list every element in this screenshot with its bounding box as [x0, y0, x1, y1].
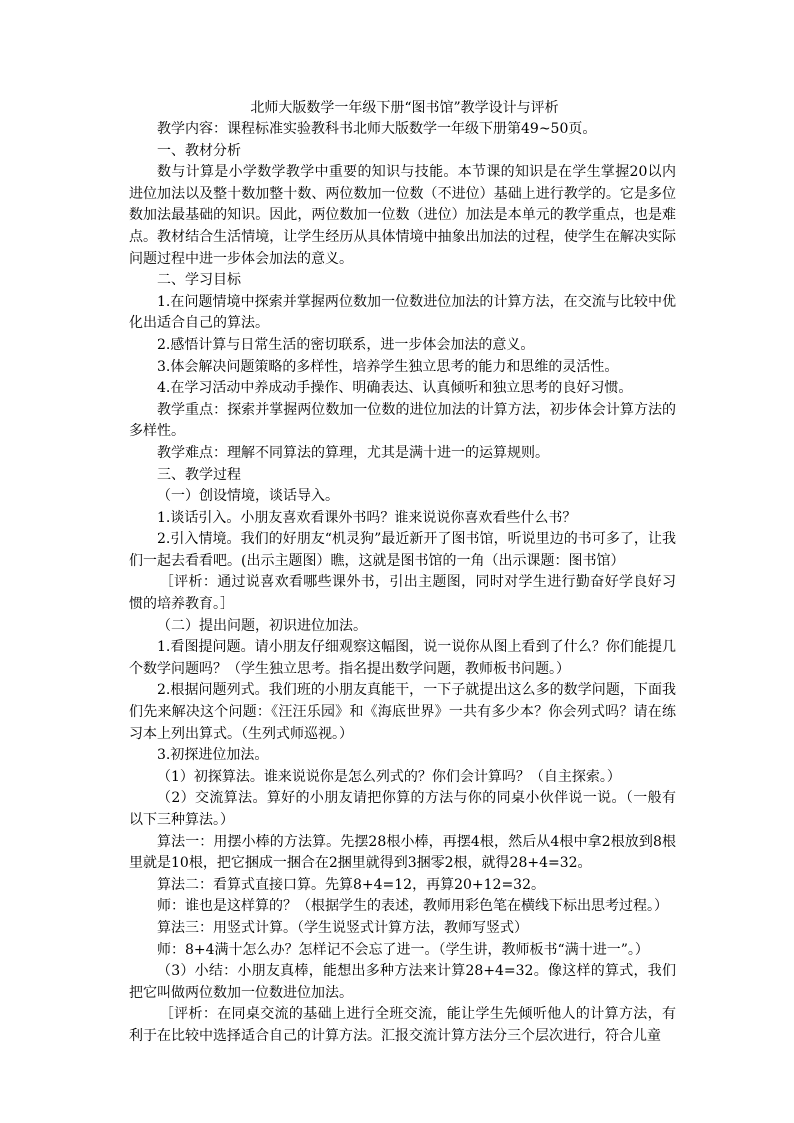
exchange-method: （2）交流算法。算好的小朋友请把你算的方法与你的同桌小伙伴说一说。（一般有以下三种算法。） — [129, 790, 676, 828]
step-1-heading: （一）创设情境，谈话导入。 — [157, 488, 339, 505]
method-2: 算法二：看算式直接口算。先算8+4=12，再算20+12=32。 — [157, 876, 545, 893]
goal-3: 3.体会解决问题策略的多样性，培养学生独立思考的能力和思维的灵活性。 — [157, 358, 619, 375]
explore-method: （1）初探算法。谁来说说你是怎么列式的？你们会计算吗？（自主探索。） — [157, 768, 621, 785]
section-heading-learning-goals: 二、学习目标 — [157, 272, 241, 289]
summary: （3）小结：小朋友真棒，能想出多种方法来计算28+4=32。像这样的算式，我们把它叫做两位数加一位数进位加法。 — [129, 963, 676, 1001]
section-heading-teaching-process: 三、教学过程 — [157, 466, 241, 483]
goal-1: 1.在问题情境中探索并掌握两位数加一位数进位加法的计算方法，在交流与比较中优化出适合自己的算法。 — [129, 293, 676, 332]
step-2-item-1: 1.看图提问题。请小朋友仔细观察这幅图，说一说你从图上看到了什么？你们能提几个数学问题吗？（学生独立思考。指名提出数学问题，教师板书问题。） — [129, 639, 676, 677]
step-2-heading: （二）提出问题，初识进位加法。 — [157, 617, 367, 634]
teaching-content: 教学内容：课程标准实验教科书北师大版数学一年级下册第49~50页。 — [157, 121, 597, 137]
document-title: 北师大版数学一年级下册“图书馆”教学设计与评析 — [250, 100, 559, 116]
section-heading-material-analysis: 一、教材分析 — [157, 142, 241, 159]
teaching-difficulty: 教学难点：理解不同算法的算理，尤其是满十进一的运算规则。 — [157, 444, 549, 461]
step-2-item-2: 2.根据问题列式。我们班的小朋友真能干，一下子就提出这么多的数学问题，下面我们先来解决这个问题：《汪汪乐园》和《海底世界》一共有多少本？你会列式吗？请在练习本上列出算式。（生列式师巡视。） — [129, 682, 676, 742]
step-1-item-2: 2.引入情境。我们的好朋友“机灵狗”最近新开了图书馆，听说里边的书可多了，让我们一起去看看吧。(出示主题图）瞧，这就是图书馆的一角（出示课题：图书馆） — [129, 531, 676, 569]
teaching-key-point: 教学重点：探索并掌握两位数加一位数的进位加法的计算方法，初步体会计算方法的多样性。 — [129, 401, 676, 440]
comment-1: ［评析：通过说喜欢看哪些课外书，引出主题图，同时对学生进行勤奋好学良好习惯的培养教育。］ — [129, 574, 676, 613]
goal-4: 4.在学习活动中养成动手操作、明确表达、认真倾听和独立思考的良好习惯。 — [157, 380, 633, 397]
step-1-item-1: 1.谈话引入。小朋友喜欢看课外书吗？谁来说说你喜欢看些什么书？ — [157, 509, 577, 526]
teacher-remark-2: 师：8+4满十怎么办？怎样记不会忘了进一。（学生讲，教师板书“满十进一”。） — [157, 941, 649, 958]
goal-2: 2.感悟计算与日常生活的密切联系，进一步体会加法的意义。 — [157, 336, 535, 353]
method-3: 算法三：用竖式计算。（学生说竖式计算方法，教师写竖式） — [157, 919, 528, 936]
method-1: 算法一：用摆小棒的方法算。先摆28根小棒，再摆4根，然后从4根中拿2根放到8根里就是10根，把它捆成一捆合在2捆里就得到3捆零2根，就得28+4=32。 — [129, 833, 676, 872]
step-2-item-3: 3.初探进位加法。 — [157, 747, 269, 764]
teacher-remark-1: 师：谁也是这样算的？（根据学生的表述，教师用彩色笔在横线下标出思考过程。） — [157, 898, 668, 915]
comment-2: ［评析：在同桌交流的基础上进行全班交流，能让学生先倾听他人的计算方法，有利于在比较中选择适合自己的计算方法。汇报交流计算方法分三个层次进行，符合儿童 — [129, 1006, 676, 1044]
material-analysis-text: 数与计算是小学数学教学中重要的知识与技能。本节课的知识是在学生掌握20以内进位加法以及整十数加整十数、两位数加一位数（不进位）基础上进行教学的。它是多位数加法最基础的知识。因此，两位数加一位数（进位）加法是本单元的教学重点，也是难点。教材结合生活情境，让学生经历从具体情境中抽象出加法的过程，使学生在解决实际问题过程中进一步体会加法的意义。 — [129, 164, 676, 267]
